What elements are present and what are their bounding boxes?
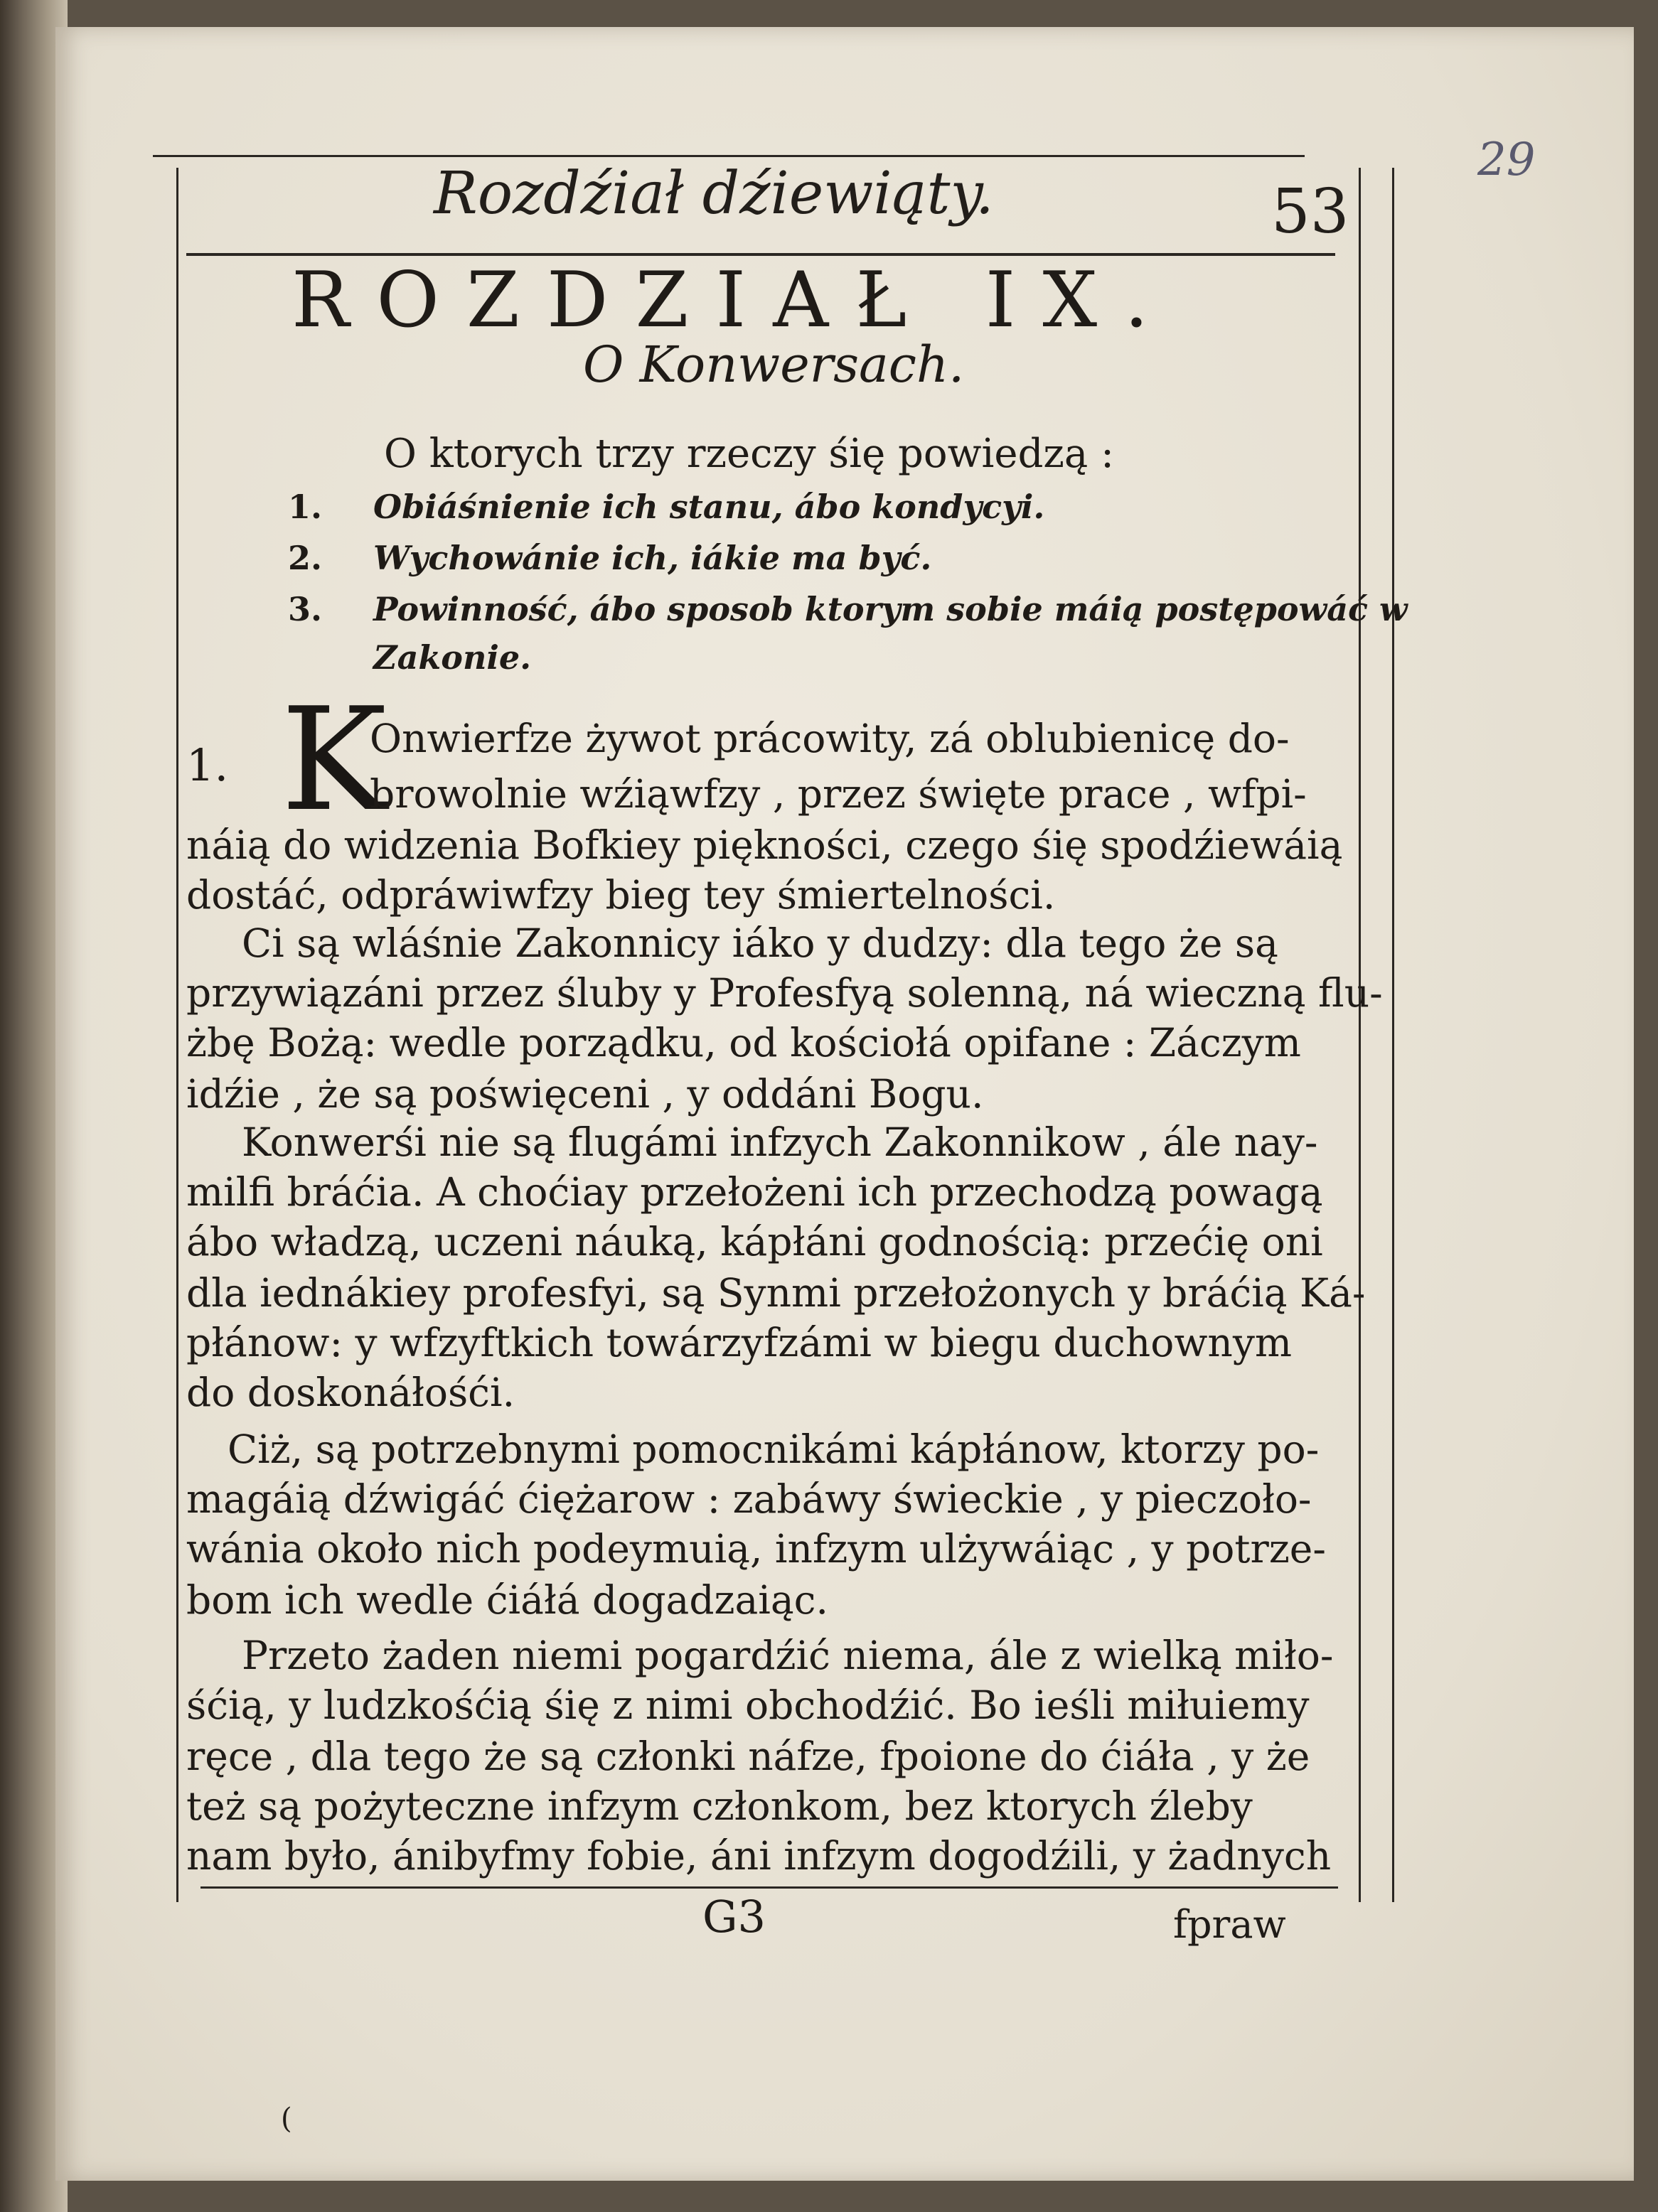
body-line: Przeto żaden niemi pogardźić niema, ále z wielką miło- xyxy=(242,1633,1334,1678)
body-line: ábo władzą, uczeni náuką, kápłáni godnością: przećię oni xyxy=(186,1219,1323,1265)
signature-mark: G3 xyxy=(702,1891,766,1943)
body-line: Ciż, są potrzebnymi pomocnikámi kápłánow, ktorzy po- xyxy=(228,1427,1320,1472)
body-line: milfi bráćia. A choćiay przełożeni ich przechodzą powagą xyxy=(186,1169,1323,1215)
body-line: nam było, ánibyfmy fobie, áni infzym dogodźili, y żadnych xyxy=(186,1833,1332,1879)
body-line: wánia około nich podeymuią, infzym ulżywáiąc , y potrze- xyxy=(186,1526,1326,1572)
topic-text: Wychowánie ich, iákie ma być. xyxy=(373,539,932,577)
topic-number: 3. xyxy=(288,590,323,628)
bottom-rule xyxy=(200,1886,1338,1889)
chapter-title: ROZDZIAŁ IX. xyxy=(292,256,1176,345)
chapter-subtitle: O Konwersach. xyxy=(583,335,965,394)
topic-number: 1. xyxy=(288,488,323,526)
body-line: idźie , że są poświęceni , y oddáni Bogu. xyxy=(186,1071,984,1117)
topic-item xyxy=(288,590,1408,628)
topic-text: Zakonie. xyxy=(373,638,532,677)
topic-item xyxy=(288,638,531,677)
body-line: náią do widzenia Bofkiey piękności, czego śię spodźiewáią xyxy=(186,822,1343,868)
body-line: Konwerśi nie są flugámi infzych Zakonnikow , ále nay- xyxy=(242,1120,1318,1165)
running-head: Rozdźiał dźiewiąty. xyxy=(434,160,994,227)
drop-cap: K xyxy=(281,677,387,843)
body-line: dostáć, odpráwiwfzy bieg tey śmiertelności. xyxy=(186,872,1056,918)
body-line: dla iednákiey profesfyi, są Synmi przełożonych y bráćią Ká- xyxy=(186,1270,1366,1316)
body-line: przywiązáni przez śluby y Profesfyą solenną, ná wieczną flu- xyxy=(186,970,1383,1016)
body-line: magáią dźwigáć ćiężarow : zabáwy świeckie , y pieczoło- xyxy=(186,1476,1312,1522)
body-line: Ci są wláśnie Zakonnicy iáko y dudzy: dla tego że są xyxy=(242,920,1278,966)
stray-mark: ( xyxy=(281,2103,292,2135)
topic-text: Obiáśnienie ich stanu, ábo kondycyi. xyxy=(373,488,1045,526)
page-number: 53 xyxy=(1271,176,1349,247)
topics-intro: O ktorych trzy rzeczy śię powiedzą : xyxy=(384,431,1114,477)
frame-outer-rule xyxy=(1392,168,1394,1902)
body-line: płánow: y wfzyftkich towárzyfzámi w biegu duchownym xyxy=(186,1320,1293,1365)
body-line: bom ich wedle ćiáłá dogadzaiąc. xyxy=(186,1577,828,1623)
body-line: do doskonáłośći. xyxy=(186,1370,515,1415)
topic-text: Powinność, ábo sposob ktorym sobie máią postępowáć w xyxy=(373,590,1408,628)
topic-item xyxy=(288,488,1044,526)
paragraph-number: 1. xyxy=(186,739,229,791)
body-line: ręce , dla tego że są członki náfze, fpoione do ćiáła , y że xyxy=(186,1734,1310,1779)
folio-number: 29 xyxy=(1477,134,1536,186)
topic-item xyxy=(288,539,931,577)
topic-number: 2. xyxy=(288,539,323,577)
catchword: fpraw xyxy=(1173,1902,1286,1947)
body-line: browolnie wźiąwfzy , przez święte prace , wfpi- xyxy=(370,771,1307,817)
body-line: śćią, y ludzkośćią śię z nimi obchodźić. Bo ieśli miłuiemy xyxy=(186,1682,1310,1728)
body-line: Onwierfze żywot prácowity, zá oblubienicę do- xyxy=(370,716,1290,761)
body-line: żbę Bożą: wedle porządku, od kościołá opifane : Záczym xyxy=(186,1020,1301,1065)
top-rule xyxy=(153,155,1305,157)
body-line: też są pożyteczne infzym członkom, bez ktorych źleby xyxy=(186,1783,1253,1829)
